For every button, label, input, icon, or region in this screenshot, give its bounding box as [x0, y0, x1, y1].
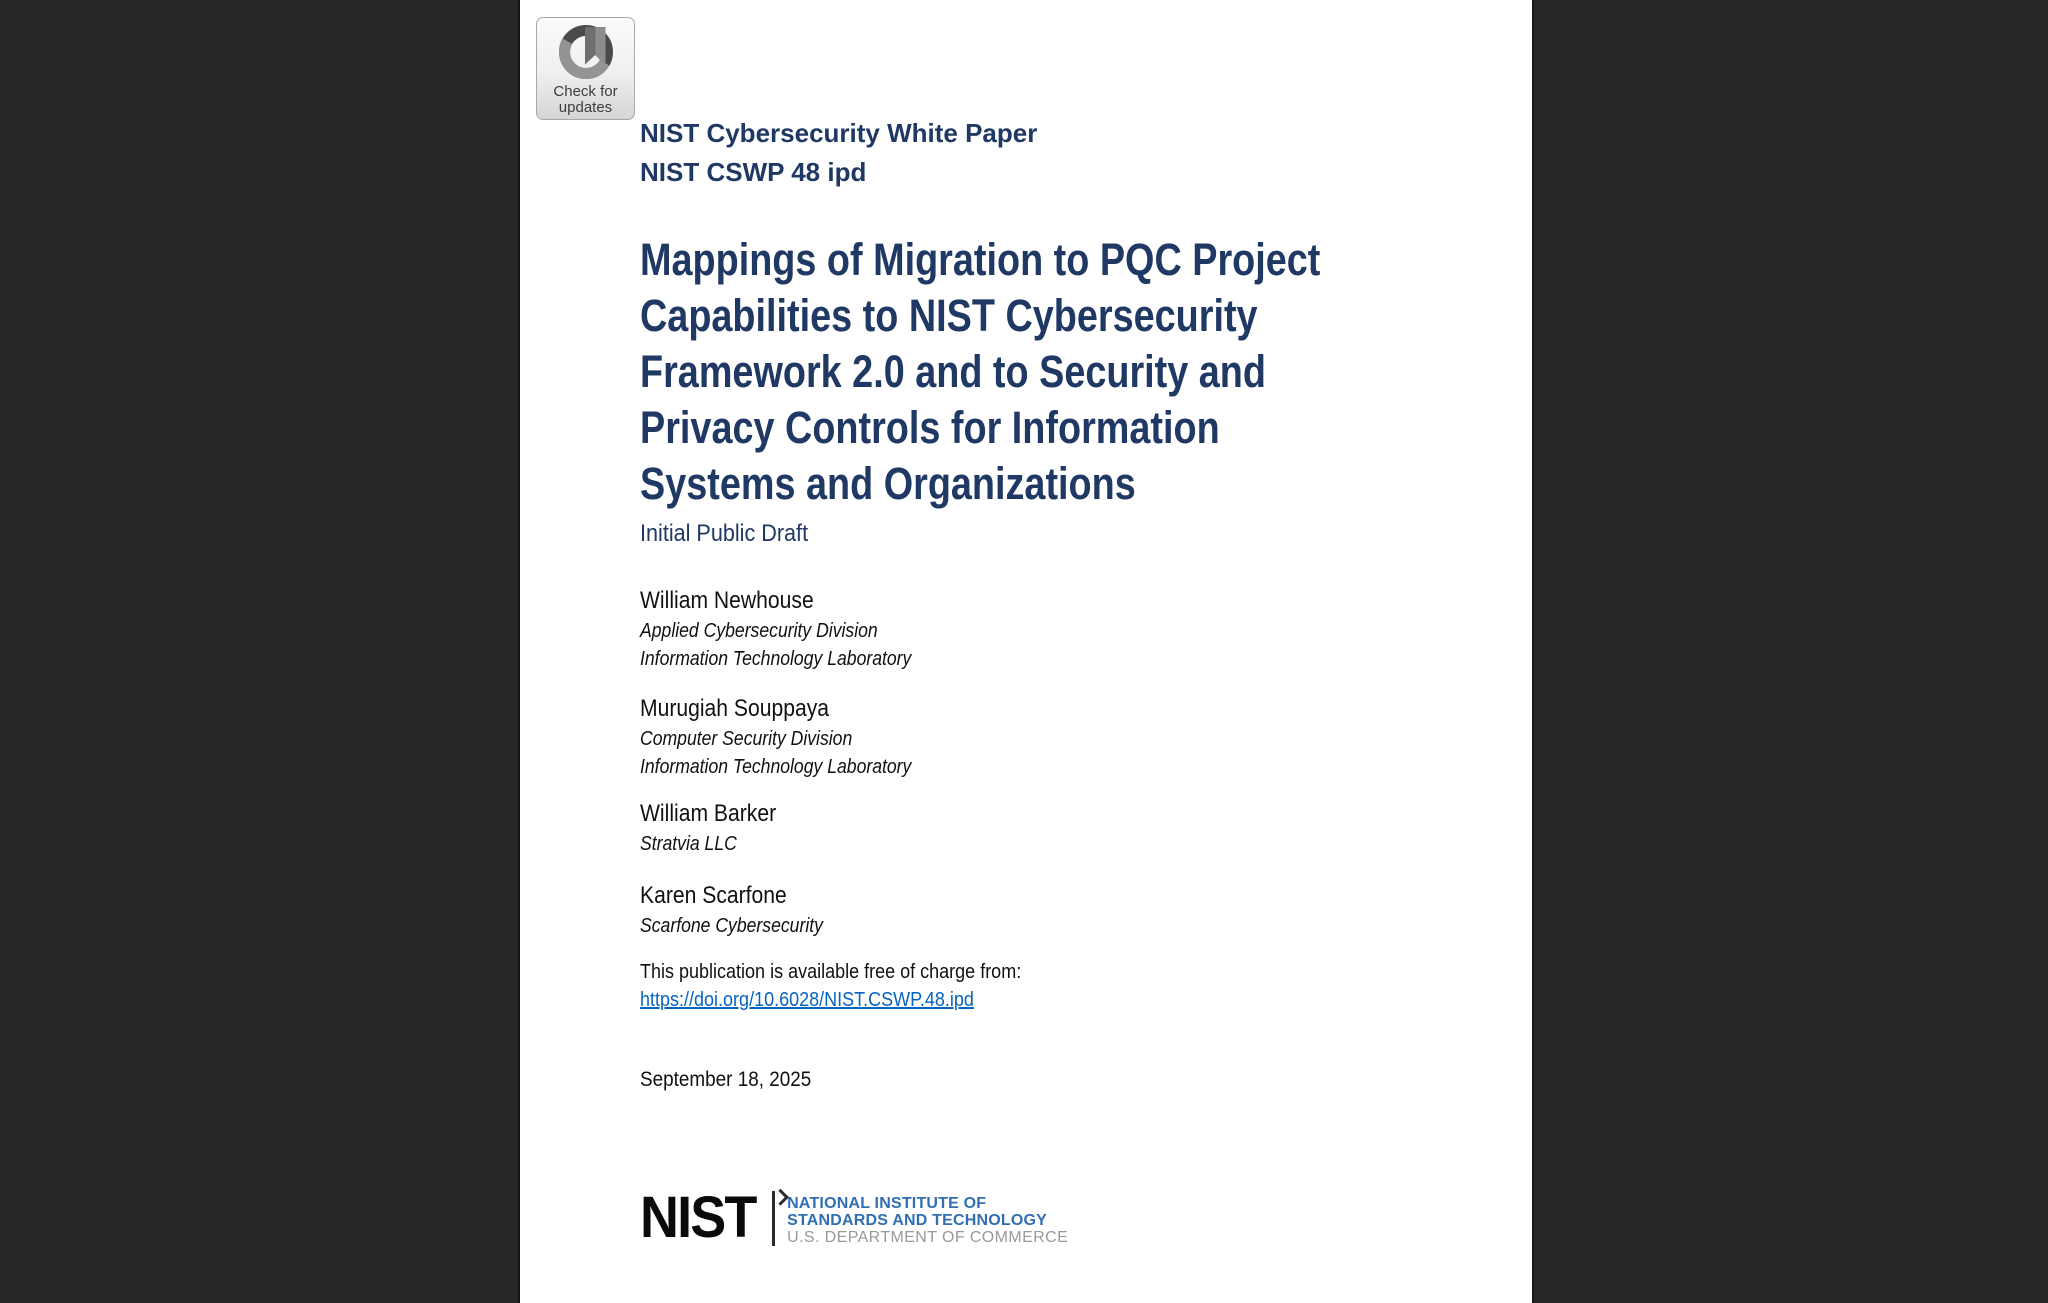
author-name: William Barker: [640, 800, 777, 827]
author-affiliation: Stratvia LLC: [640, 833, 737, 855]
logo-divider-arrow-icon: [772, 1191, 775, 1246]
publication-date: September 18, 2025: [640, 1068, 812, 1091]
nist-logo: [640, 1185, 1069, 1250]
title-line: Framework 2.0 and to Security and: [640, 346, 1266, 397]
logo-institute-line1: NATIONAL INSTITUTE OF: [787, 1195, 987, 1212]
author-block: [640, 881, 823, 939]
author-affiliation: Scarfone Cybersecurity: [640, 915, 823, 937]
logo-department-line: U.S. DEPARTMENT OF COMMERCE: [787, 1229, 1069, 1246]
title-line: Capabilities to NIST Cybersecurity: [640, 290, 1258, 341]
author-affiliation: Computer Security Division: [640, 728, 853, 750]
badge-label-line1: Check for: [553, 83, 618, 100]
author-name: Karen Scarfone: [640, 882, 787, 909]
document-page: [518, 0, 1534, 1303]
series-name: NIST Cybersecurity White Paper: [640, 118, 1038, 148]
author-affiliation: Information Technology Laboratory: [640, 648, 912, 670]
availability-note: [640, 958, 1021, 1014]
crossmark-bookmark-icon: [559, 25, 613, 79]
author-block: [640, 586, 911, 672]
document-number: NIST CSWP 48 ipd: [640, 157, 867, 187]
availability-text: This publication is available free of charge from:: [640, 961, 1022, 983]
check-for-updates-badge[interactable]: [536, 17, 635, 120]
author-block: [640, 694, 911, 780]
author-affiliation: Information Technology Laboratory: [640, 756, 912, 778]
draft-status-subtitle: Initial Public Draft: [640, 520, 809, 547]
author-block: [640, 799, 776, 857]
author-affiliation: Applied Cybersecurity Division: [640, 620, 878, 642]
nist-wordmark: NIST: [640, 1185, 756, 1250]
author-name: William Newhouse: [640, 587, 814, 614]
title-line: Mappings of Migration to PQC Project: [640, 234, 1321, 285]
title-line: Privacy Controls for Information: [640, 402, 1220, 453]
doi-link[interactable]: https://doi.org/10.6028/NIST.CSWP.48.ipd: [640, 989, 974, 1011]
author-name: Murugiah Souppaya: [640, 695, 830, 722]
document-title: [640, 232, 1450, 512]
title-line: Systems and Organizations: [640, 458, 1136, 509]
logo-text-lockup: [787, 1193, 1068, 1247]
logo-institute-line2: STANDARDS AND TECHNOLOGY: [787, 1212, 1048, 1229]
badge-label-line2: updates: [558, 99, 613, 116]
document-series-header: [640, 114, 1037, 192]
check-for-updates-label: [537, 84, 634, 116]
